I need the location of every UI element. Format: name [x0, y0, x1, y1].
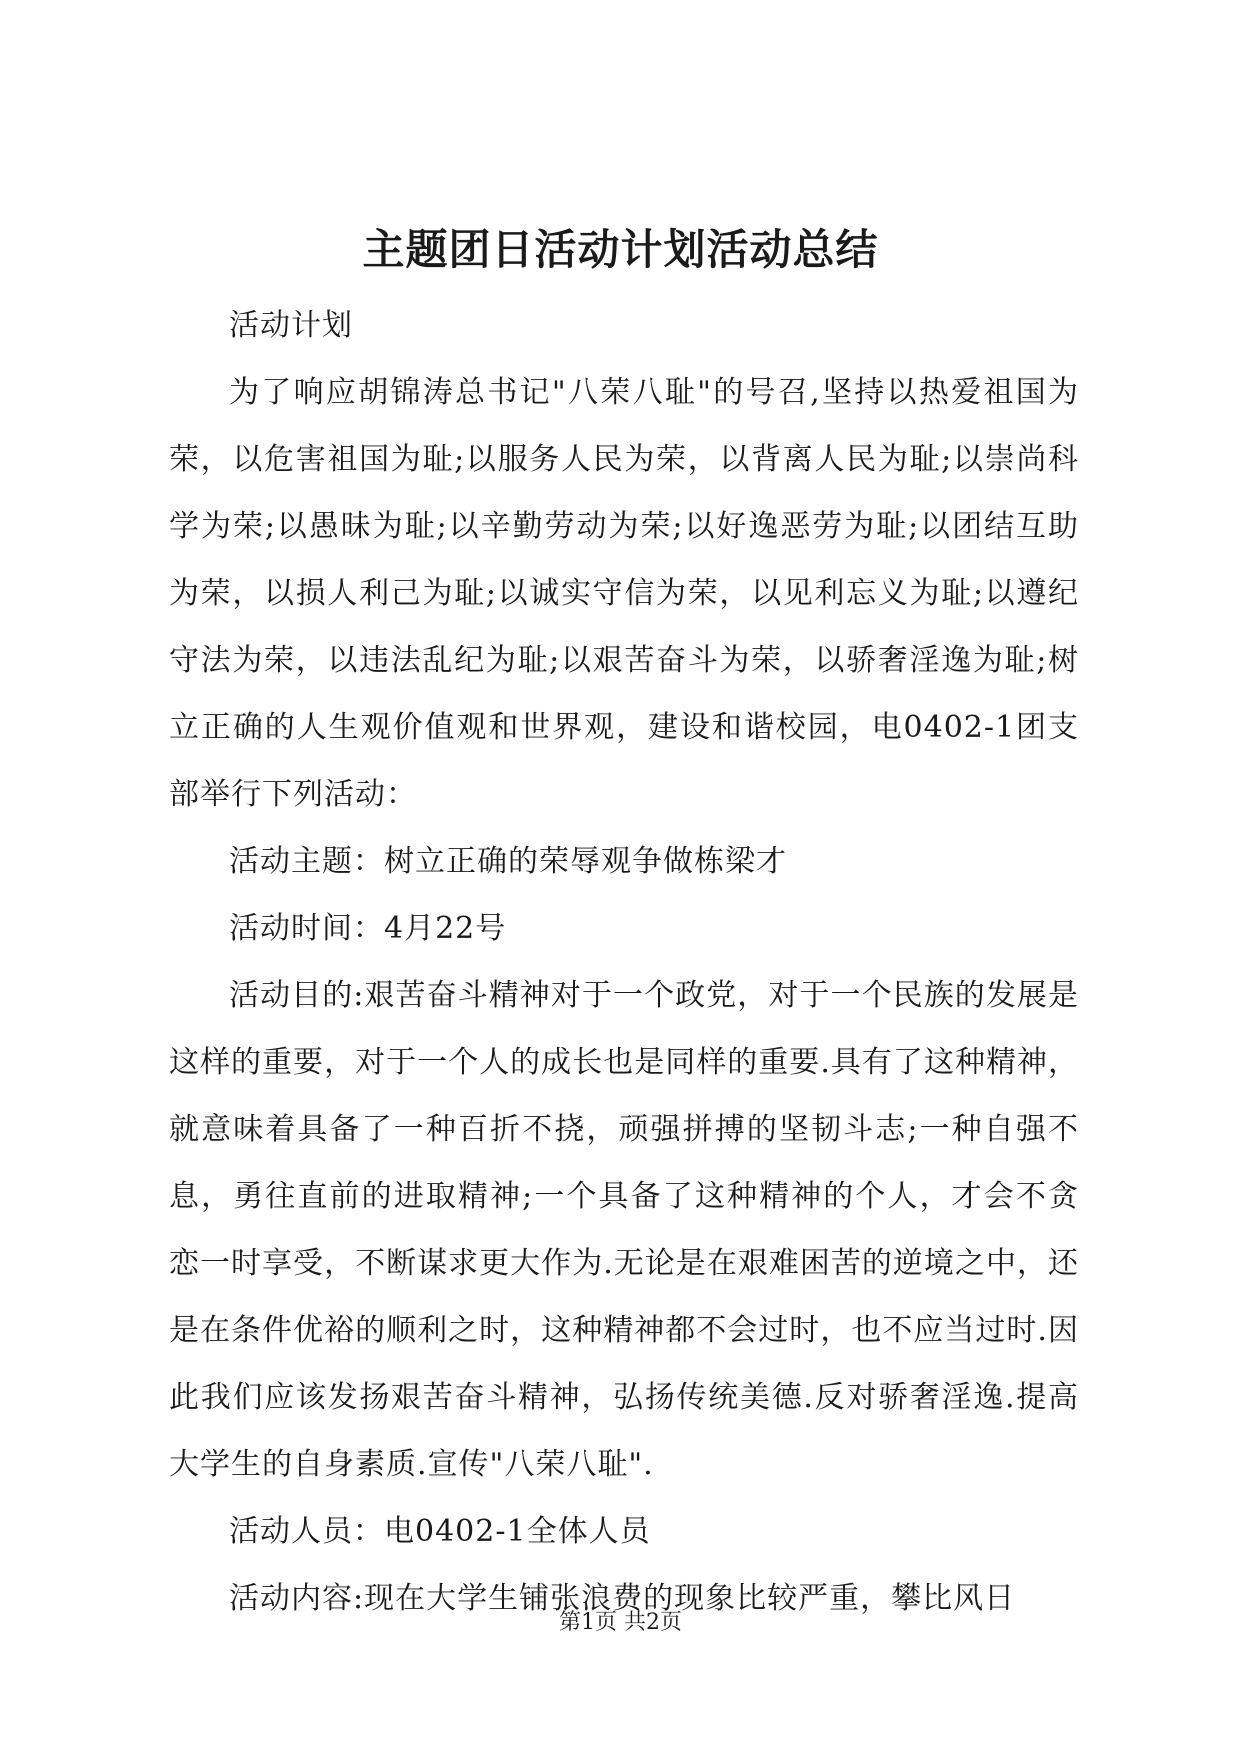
paragraph-time: 活动时间：4月22号: [229, 911, 507, 946]
paragraph-content: 活动内容:现在大学生铺张浪费的现象比较严重，攀比风日: [229, 1581, 1016, 1616]
page-number-footer: 第1页 共2页: [559, 1610, 682, 1635]
section-heading-plan: 活动计划: [229, 308, 353, 343]
paragraph-purpose: 活动目的:艰苦奋斗精神对于一个政党，对于一个民族的发展是这样的重要，对于一个人的成长也是同样的重要.具有了这种精神，就意味着具备了一种百折不挠，顽强拼搏的坚韧斗志;一种自强不息，勇往直前的进取精神;一个具备了这种精神的个人，才会不贪恋一时享受，不断谋求更大作为.无论是在艰难困苦的逆境之中，还是在条件优裕的顺利之时，这种精神都不会过时，也不应当过时.因此我们应该发扬艰苦奋斗精神，弘扬传统美德.反对骄奢淫逸.提高大学生的自身素质.宣传"八荣八耻".: [169, 978, 1079, 1482]
paragraph-intro: 为了响应胡锦涛总书记"八荣八耻"的号召,坚持以热爱祖国为荣，以危害祖国为耻;以服务人民为荣，以背离人民为耻;以崇尚科学为荣;以愚昧为耻;以辛勤劳动为荣;以好逸恶劳为耻;以团结互助为荣，以损人利己为耻;以诚实守信为荣，以见利忘义为耻;以遵纪守法为荣，以违法乱纪为耻;以艰苦奋斗为荣，以骄奢淫逸为耻;树立正确的人生观价值观和世界观，建设和谐校园，电0402-1团支部举行下列活动：: [169, 375, 1079, 812]
paragraph-theme: 活动主题：树立正确的荣辱观争做栋梁才: [229, 844, 787, 879]
document-title: 主题团日活动计划活动总结: [362, 225, 879, 274]
document-body: [169, 292, 1079, 1632]
paragraph-participants: 活动人员：电0402-1全体人员: [229, 1514, 651, 1549]
